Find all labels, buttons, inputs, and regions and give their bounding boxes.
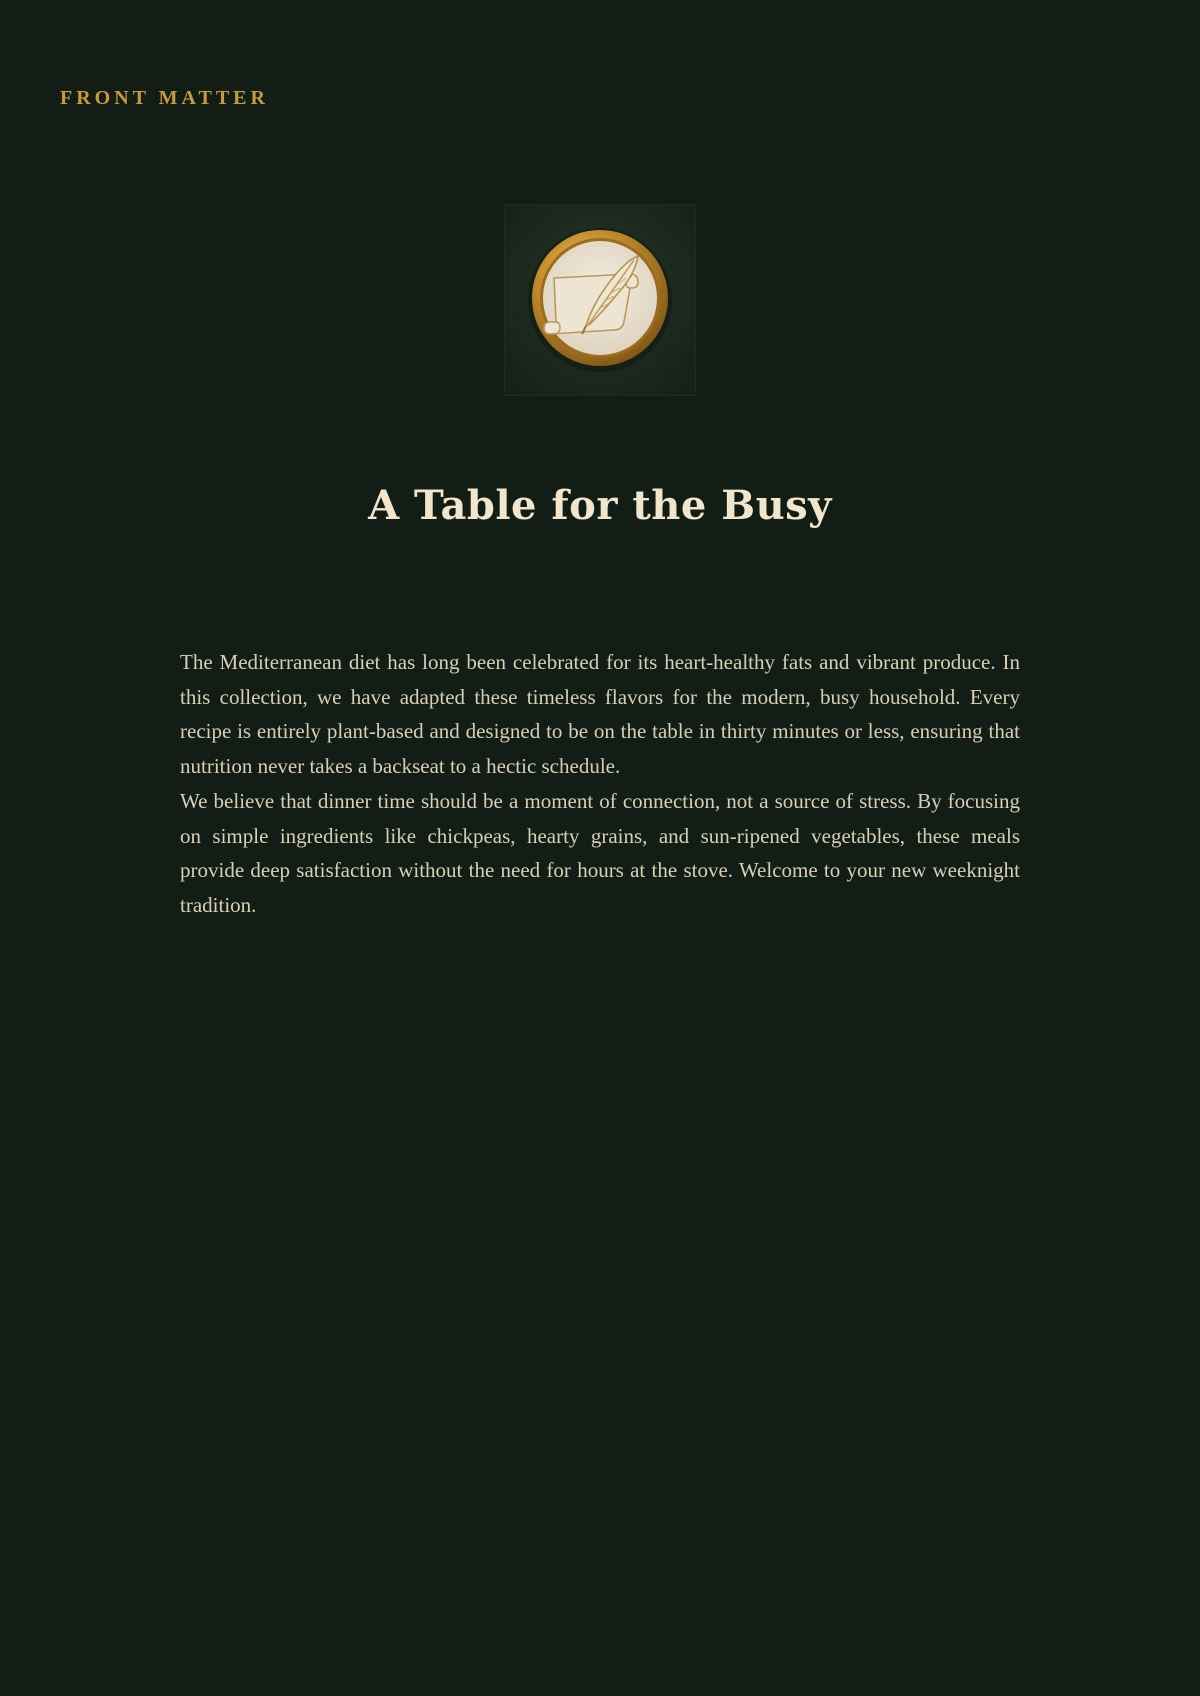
chapter-title: A Table for the Busy (368, 482, 832, 529)
chapter-body (180, 645, 1020, 923)
body-paragraph: We believe that dinner time should be a moment of connection, not a source of stress. By focusing on simple ingredients like chickpeas, hearty grains, and sun-ripened vegetables, these meals provide deep satisfaction without the need for hours at the stove. Welcome to your new weeknight tradition. (180, 788, 1020, 917)
quill-and-scroll-seal-icon (504, 204, 696, 396)
emblem (504, 204, 696, 396)
body-paragraph: The Mediterranean diet has long been celebrated for its heart-healthy fats and vibrant produce. In this collection, we have adapted these timeless flavors for the modern, busy household. Every recipe is entirely plant-based and designed to be on the table in thirty minutes or less, ensuring that nutrition never takes a backseat to a hectic schedule. (180, 650, 1020, 779)
section-label: FRONT MATTER (60, 87, 269, 109)
